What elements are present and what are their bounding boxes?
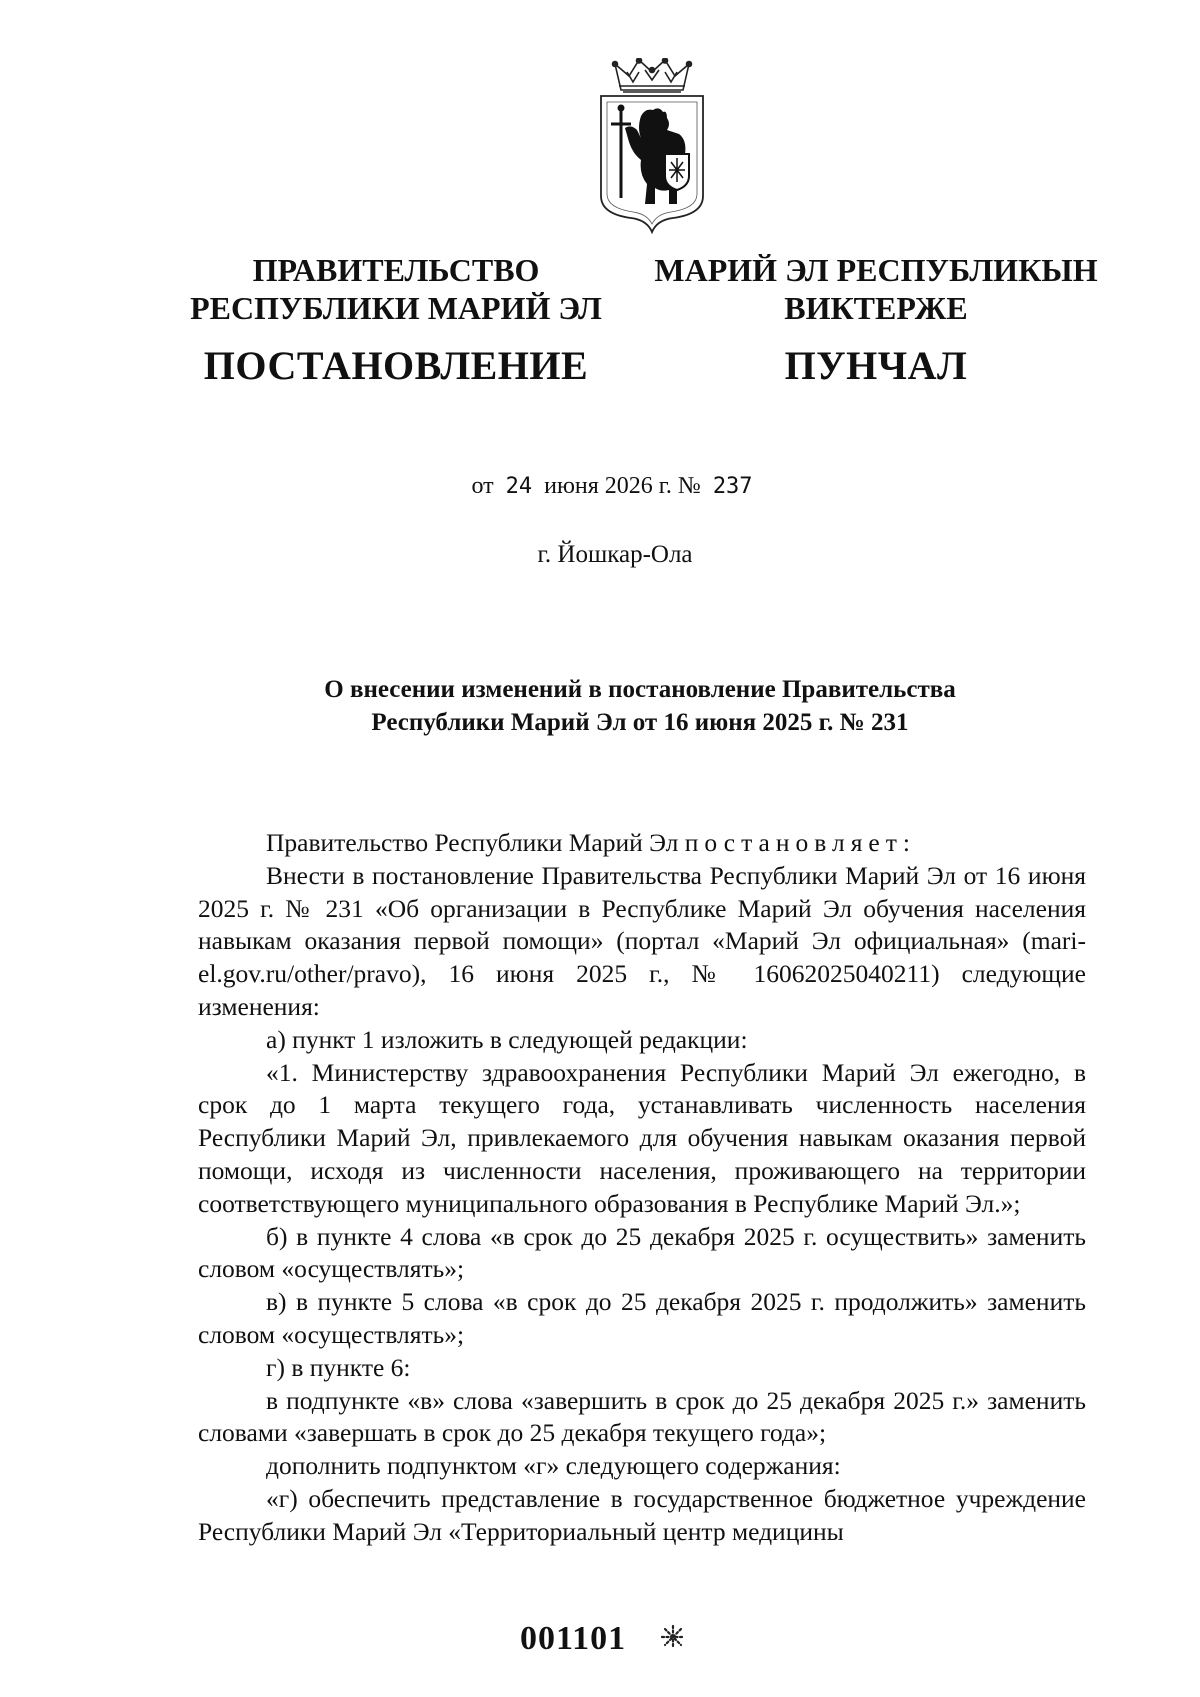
right-org-line1: МАРИЙ ЭЛ РЕСПУБЛИКЫН	[654, 252, 1098, 288]
paragraph: в подпункте «в» слова «завершить в срок до 25 декабря 2025 г.» заменить словами «завершать в срок до 25 декабря текущего года»;	[198, 1385, 1086, 1448]
paragraph: Внести в постановление Правительства Республики Марий Эл от 16 июня 2025 г. № 231 «Об организации в Республике Марий Эл обучения населения навыкам оказания первой помощи» (портал «Марий Эл официальная» (mari-el.gov.ru/other/pravo), 16 июня 2025 г., № 16062025040211) следующие изменения:	[198, 860, 1086, 1021]
date-rest: июня 2026 г. №	[544, 473, 701, 499]
left-org-line1: ПРАВИТЕЛЬСТВО	[252, 252, 540, 288]
left-org-line2: РЕСПУБЛИКИ МАРИЙ ЭЛ	[190, 289, 602, 326]
intro-spaced: постановляет:	[684, 828, 916, 857]
title-line1: О внесении изменений в постановление Правительства	[324, 676, 956, 703]
left-act-title: ПОСТАНОВЛЕНИЕ	[203, 342, 589, 388]
header-left	[180, 252, 612, 389]
header-right	[648, 252, 1104, 389]
paragraph: дополнить подпунктом «г» следующего содержания:	[266, 1451, 841, 1481]
document-date-number	[0, 473, 1200, 500]
document-number: 237	[712, 474, 753, 499]
right-act-title: ПУНЧАЛ	[784, 342, 968, 388]
intro-text: Правительство Республики Марий Эл	[266, 828, 679, 857]
serial-number: 001101	[520, 1620, 627, 1657]
date-day: 24	[505, 474, 533, 499]
title-line2: Республики Марий Эл от 16 июня 2025 г. № 231	[371, 709, 909, 737]
body-intro	[198, 827, 1086, 860]
paragraph: б) в пункте 4 слова «в срок до 25 декабря 2025 г. осуществить» заменить словом «осуществлять»;	[198, 1221, 1086, 1284]
document-title	[200, 673, 1080, 740]
document-city: г. Йошкар-Ола	[537, 541, 693, 568]
paragraph: «г) обеспечить представление в государственное бюджетное учреждение Республики Марий Эл «Территориальный центр медицины	[198, 1483, 1086, 1546]
paragraph: а) пункт 1 изложить в следующей редакции:	[266, 1024, 748, 1054]
asterisk-mark-icon	[660, 1624, 686, 1650]
paragraph: «1. Министерству здравоохранения Республики Марий Эл ежегодно, в срок до 1 марта текущего года, устанавливать численность населения Республики Марий Эл, привлекаемого для обучения навыкам оказания первой помощи, исходя из численности населения, проживающего на территории соответствующего муниципального образования в Республике Марий Эл.»;	[198, 1057, 1086, 1218]
document-body	[198, 827, 1086, 1549]
paragraph: г) в пункте 6:	[266, 1352, 411, 1382]
right-org-line2: ВИКТЕРЖЕ	[784, 289, 968, 326]
coat-of-arms-icon	[593, 58, 711, 234]
paragraph: в) в пункте 5 слова «в срок до 25 декабря 2025 г. продолжить» заменить словом «осуществлять»;	[198, 1287, 1086, 1349]
date-prefix: от	[471, 473, 494, 499]
